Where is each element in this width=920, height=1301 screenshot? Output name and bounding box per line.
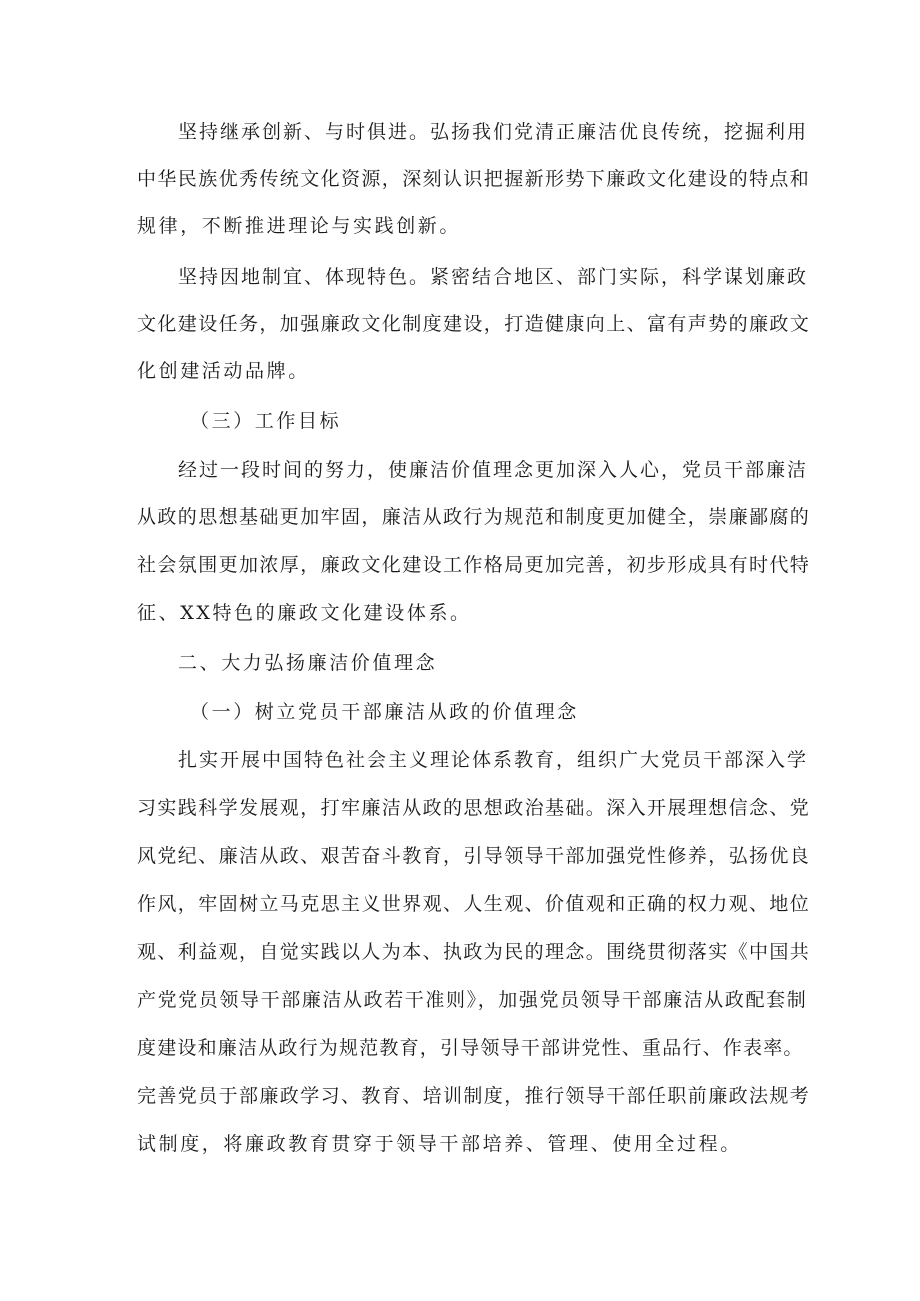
paragraph-4-line-8: 完善党员于部廉政学习、教育、培训制度，推行领导干部任职前廉政法规考 [137, 1085, 811, 1107]
chapter-heading-2: 二、大力弘扬廉洁价值理念 [178, 652, 438, 674]
paragraph-4-line-9: 试制度，将廉政教育贯穿于领导干部培养、管理、使用全过程。 [137, 1133, 742, 1155]
section-heading-1: （一）树立党员干部廉洁从政的价值理念 [190, 701, 579, 723]
paragraph-1-line-1: 坚持继承创新、与时俱进。弘扬我们党清正廉洁优良传统，挖掘利用 [178, 121, 809, 143]
paragraph-1-line-2: 中华民族优秀传统文化资源，深刻认识把握新形势下廉政文化建设的特点和 [137, 168, 811, 190]
paragraph-3-line-4: 征、XX特色的廉政文化建设体系。 [137, 602, 472, 624]
paragraph-4-line-7: 度建设和廉洁从政行为规范教育，引导领导干部讲党性、重品行、作表率。 [137, 1037, 804, 1059]
paragraph-4-line-1: 扎实开展中国特色社会主义理论体系教育，组织广大党员干部深入学 [178, 749, 809, 771]
section-heading-3: （三）工作目标 [190, 410, 342, 432]
paragraph-2-line-2: 文化建设任务，加强廉政文化制度建设，打造健康向上、富有声势的廉政文 [137, 313, 811, 335]
paragraph-3-line-3: 社会氛围更加浓厚，廉政文化建设工作格局更加完善，初步形成具有时代特 [137, 554, 811, 576]
paragraph-2-line-1: 坚持因地制宜、体现特色。紧密结合地区、部门实际，科学谋划廉政 [178, 266, 809, 288]
paragraph-4-line-3: 风党纪、廉洁从政、艰苦奋斗教育，引导领导干部加强党性修养，弘扬优良 [137, 845, 811, 867]
paragraph-4-line-4: 作风，牢固树立马克思主义世界观、人生观、价值观和正确的权力观、地位 [137, 893, 811, 915]
paragraph-2-line-3: 化创建活动品牌。 [137, 360, 310, 382]
paragraph-4-line-5: 观、利益观，自觉实践以人为本、执政为民的理念。围绕贯彻落实《中国共 [137, 941, 811, 963]
paragraph-3-line-1: 经过一段时间的努力，使廉洁价值理念更加深入人心，党员干部廉洁 [178, 459, 809, 481]
paragraph-4-line-2: 习实践科学发展观，打牢廉洁从政的思想政治基础。深入开展理想信念、党 [137, 797, 811, 819]
paragraph-4-line-6: 产党党员领导干部廉洁从政若干准则》，加强党员领导干部廉洁从政配套制 [137, 989, 808, 1011]
paragraph-1-line-3: 规律，不断推进理论与实践创新。 [137, 215, 462, 237]
paragraph-3-line-2: 从政的思想基础更加牢固，廉洁从政行为规范和制度更加健全，崇廉鄙腐的 [137, 506, 811, 528]
